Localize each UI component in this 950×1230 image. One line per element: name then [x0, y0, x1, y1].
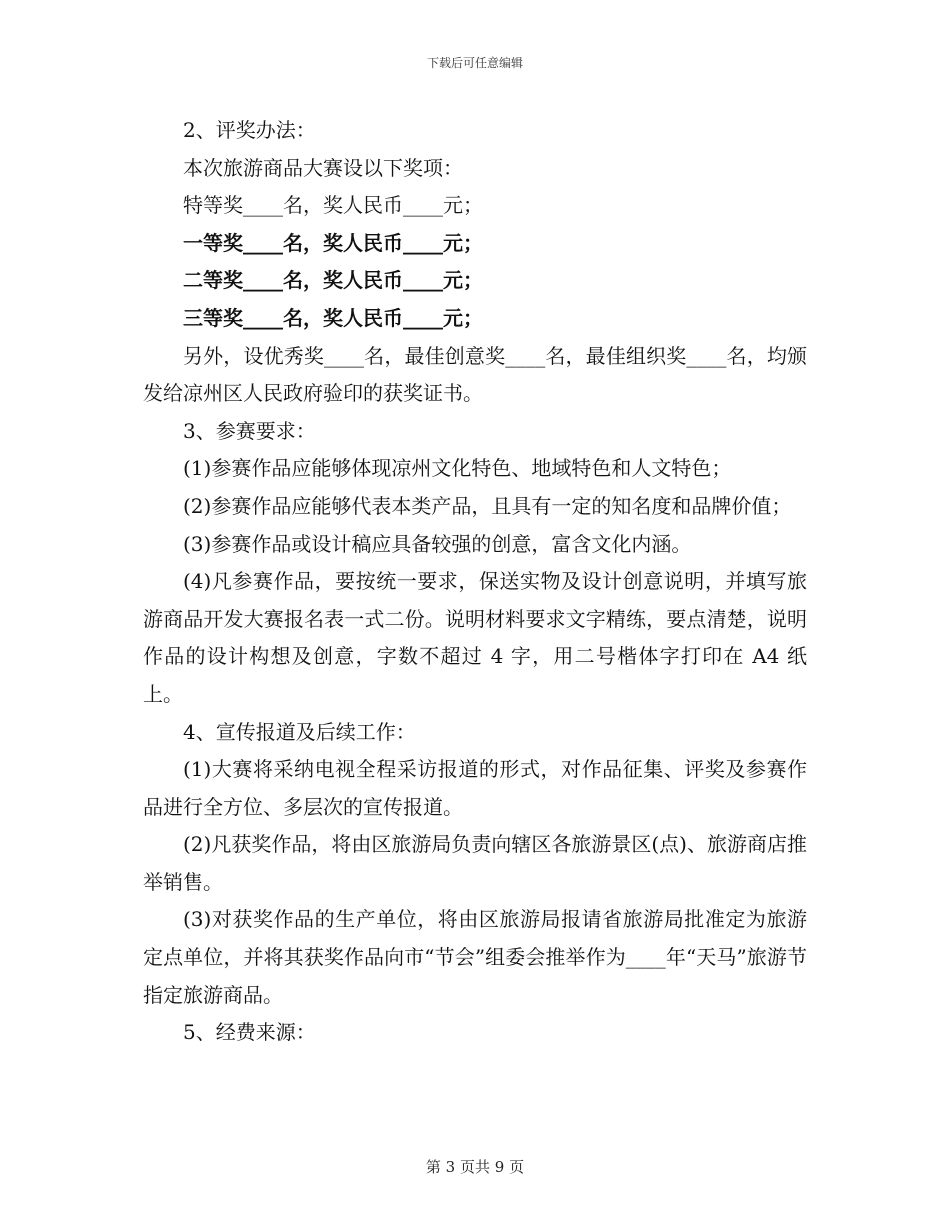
list-item: (1)参赛作品应能够体现凉州文化特色、地域特色和人文特色； [183, 456, 732, 481]
award-line-first: 一等奖____名，奖人民币____元； [183, 230, 483, 255]
paragraph: 另外，设优秀奖____名，最佳创意奖____名，最佳组织奖____名，均颁发给凉州区人民政府验印的获奖证书。 [143, 343, 807, 406]
award-line-special: 特等奖____名，奖人民币____元； [183, 193, 483, 218]
section-heading-funding: 5、经费来源： [183, 1020, 316, 1045]
list-item: (2)凡获奖作品，将由区旅游局负责向辖区各旅游景区(点)、旅游商店推举销售。 [143, 832, 807, 894]
list-item: (3)对获奖作品的生产单位，将由区旅游局报请省旅游局批准定为旅游定点单位，并将其获奖作品向市“节会”组委会推举作为____年“天马”旅游节指定旅游商品。 [143, 907, 807, 1007]
list-item: (3)参赛作品或设计稿应具备较强的创意，富含文化内涵。 [183, 531, 692, 556]
list-item: (1)大赛将采纳电视全程采访报道的形式，对作品征集、评奖及参赛作品进行全方位、多层次的宣传报道。 [143, 757, 807, 819]
list-item: (4)凡参赛作品，要按统一要求，保送实物及设计创意说明，并填写旅游商品开发大赛报名表一式二份。说明材料要求文字精练，要点清楚，说明作品的设计构想及创意，字数不超过 4 字，用二号楷体字打印在 A4 纸上。 [143, 569, 807, 706]
page-footer: 第 3 页共 9 页 [425, 1158, 525, 1176]
section-heading-publicity: 4、宣传报道及后续工作： [183, 719, 416, 744]
award-line-third: 三等奖____名，奖人民币____元； [183, 305, 483, 330]
page-header: 下载后可任意编辑 [426, 56, 523, 70]
award-line-second: 二等奖____名，奖人民币____元； [183, 268, 483, 293]
list-item: (2)参赛作品应能够代表本类产品，且具有一定的知名度和品牌价值； [183, 493, 792, 518]
section-heading-awards: 2、评奖办法： [183, 118, 316, 142]
paragraph: 本次旅游商品大赛设以下奖项： [183, 155, 463, 180]
document-body [143, 112, 807, 1052]
section-heading-requirements: 3、参赛要求： [183, 418, 316, 443]
